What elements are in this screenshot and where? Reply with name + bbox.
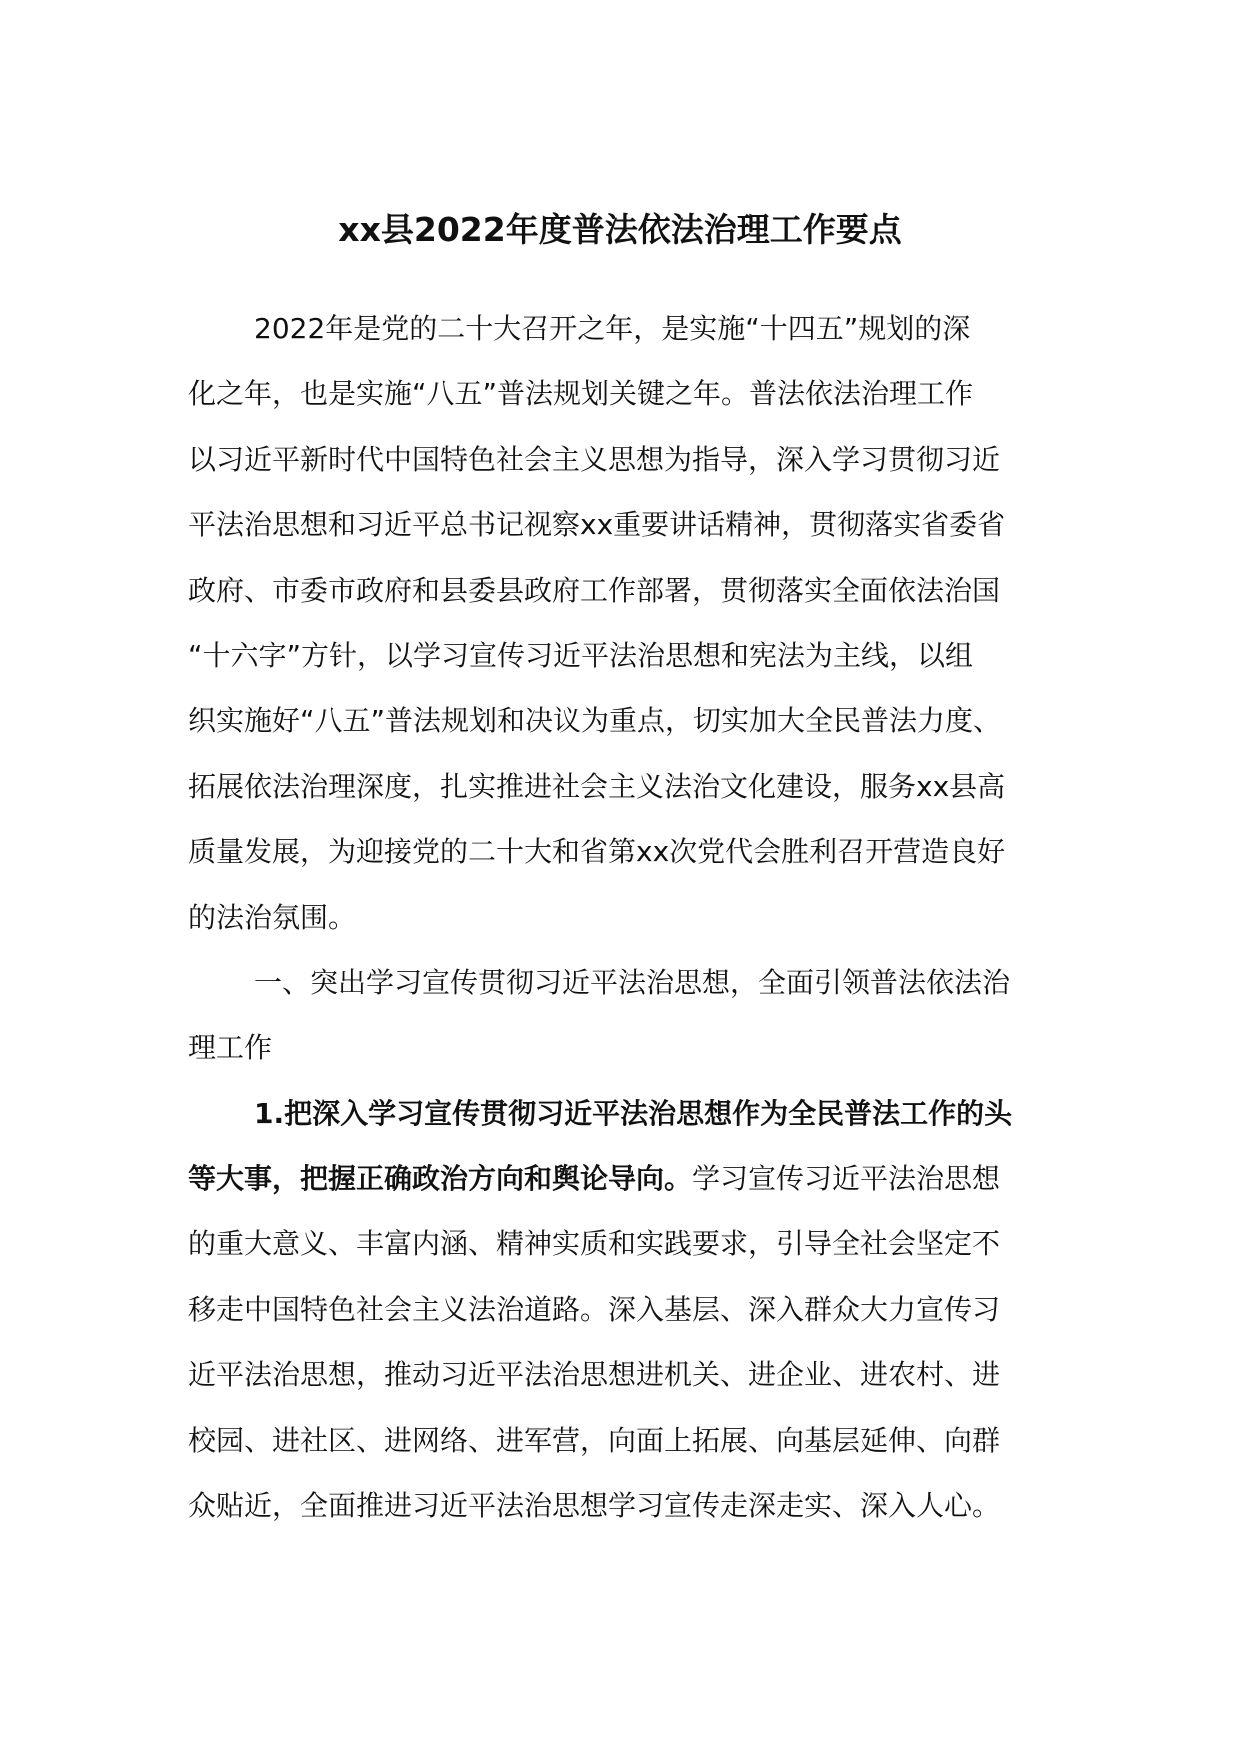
- section-heading-line: 理工作: [188, 1031, 273, 1065]
- paragraph-line: 质量发展，为迎接党的二十大和省第xx次党代会胜利召开营造良好: [188, 835, 1006, 869]
- paragraph-line: 拓展依法治理深度，扎实推进社会主义法治文化建设，服务xx县高: [188, 769, 1006, 803]
- paragraph-line: 政府、市委市政府和县委县政府工作部署，贯彻落实全面依法治国: [188, 573, 1001, 607]
- mixed-line: [188, 1146, 1058, 1211]
- paragraph-line: 众贴近，全面推进习近平法治思想学习宣传走深走实、深入人心。: [188, 1489, 1001, 1523]
- paragraph-line: 平法治思想和习近平总书记视察xx重要讲话精神，贯彻落实省委省: [188, 508, 1006, 542]
- document-body: [188, 296, 1058, 1538]
- document-title: xx县2022年度普法依法治理工作要点: [338, 210, 902, 249]
- paragraph-line: 的法治氛围。: [188, 900, 357, 934]
- item-body-start: 学习宣传习近平法治思想: [692, 1162, 1001, 1196]
- item-heading-end: 等大事，把握正确政治方向和舆论导向。: [188, 1162, 693, 1196]
- paragraph-line: 化之年，也是实施“八五”普法规划关键之年。普法依法治理工作: [188, 377, 974, 411]
- paragraph-line: 移走中国特色社会主义法治道路。深入基层、深入群众大力宣传习: [188, 1292, 1001, 1326]
- paragraph-line: 近平法治思想，推动习近平法治思想进机关、进企业、进农村、进: [188, 1358, 1001, 1392]
- paragraph-line: 织实施好“八五”普法规划和决议为重点，切实加大全民普法力度、: [188, 704, 1002, 738]
- paragraph-line: 以习近平新时代中国特色社会主义思想为指导，深入学习贯彻习近: [188, 442, 1001, 476]
- section-heading-line: 一、突出学习宣传贯彻习近平法治思想，全面引领普法依法治: [254, 965, 1011, 999]
- paragraph-line: “十六字”方针，以学习宣传习近平法治思想和宪法为主线，以组: [188, 638, 974, 672]
- paragraph-line: 的重大意义、丰富内涵、精神实质和实践要求，引导全社会坚定不: [188, 1227, 1001, 1261]
- paragraph-line: 校园、进社区、进网络、进军营，向面上拓展、向基层延伸、向群: [188, 1423, 1001, 1457]
- paragraph-line: 2022年是党的二十大召开之年，是实施“十四五”规划的深: [254, 312, 971, 345]
- item-heading-line: 1.把深入学习宣传贯彻习近平法治思想作为全民普法工作的头: [254, 1096, 1013, 1130]
